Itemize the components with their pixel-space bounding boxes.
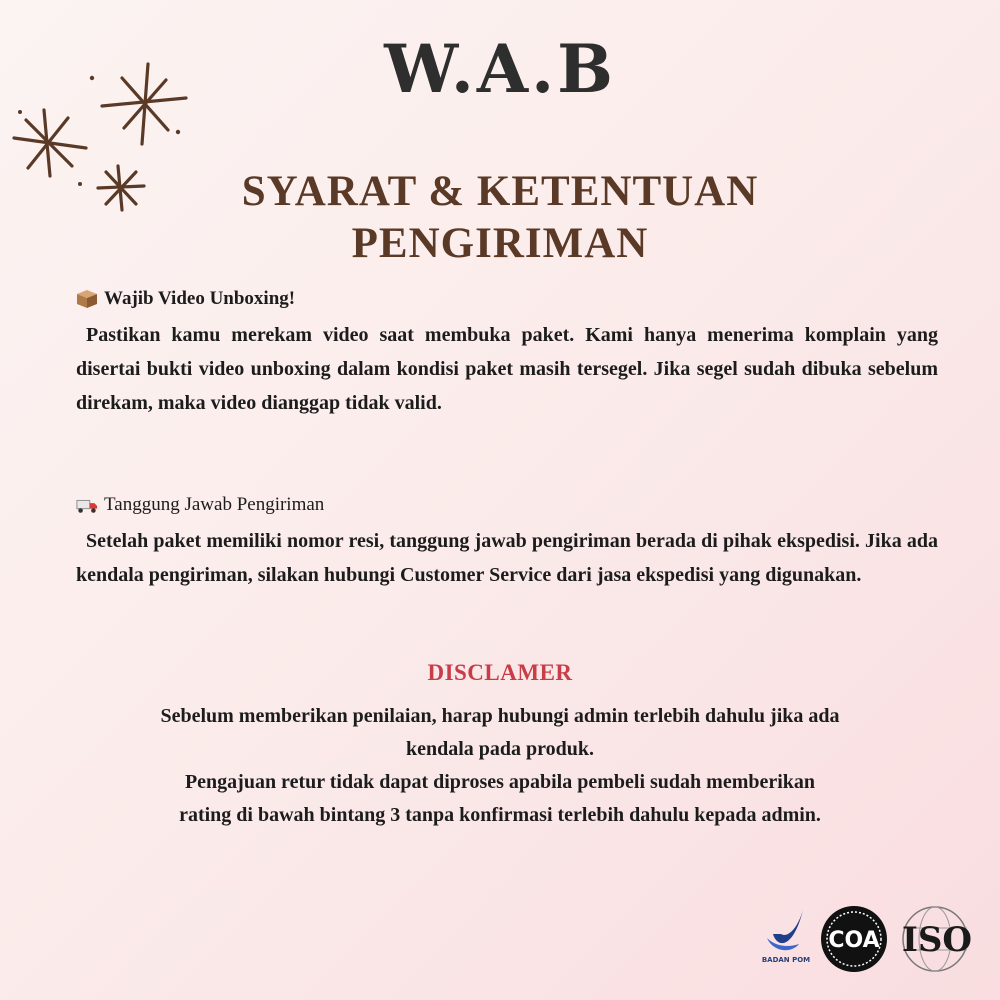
coa-label: COA xyxy=(828,928,880,953)
truck-icon xyxy=(76,495,98,515)
section-body-text: Setelah paket memiliki nomor resi, tanggung jawab pengiriman berada di pihak ekspedisi. Jika ada kendala pengiriman, silakan hubungi Customer Service dari jasa ekspedisi yang digunakan. xyxy=(76,530,938,586)
bpom-logo-icon xyxy=(763,904,811,956)
disclaimer-body xyxy=(60,700,940,832)
package-icon xyxy=(76,289,98,309)
section-heading xyxy=(76,492,938,518)
title-line-1: SYARAT & KETENTUAN xyxy=(241,168,759,215)
disclaimer-line-1: Sebelum memberikan penilaian, harap hubungi admin terlebih dahulu jika ada xyxy=(160,705,840,727)
section-shipping xyxy=(76,492,938,592)
title-line-2: PENGIRIMAN xyxy=(351,220,649,267)
section-heading-text: Tanggung Jawab Pengiriman xyxy=(104,494,325,515)
iso-label: ISO xyxy=(901,920,973,960)
section-heading xyxy=(76,286,938,312)
disclaimer-line-2: kendala pada produk. xyxy=(405,738,595,760)
brand-title: W.A.B xyxy=(384,30,616,108)
iso-globe-icon xyxy=(895,904,979,974)
section-body-text: Pastikan kamu merekam video saat membuka paket. Kami hanya menerima komplain yang disertai bukti video unboxing dalam kondisi paket masih tersegel. Jika segel sudah dibuka sebelum direkam, maka video dianggap tidak valid. xyxy=(76,324,938,414)
coa-badge-icon xyxy=(819,904,889,974)
certification-logos xyxy=(755,900,985,980)
section-unboxing xyxy=(76,286,938,420)
section-heading-text: Wajib Video Unboxing! xyxy=(104,288,296,309)
disclaimer-line-4: rating di bawah bintang 3 tanpa konfirmasi terlebih dahulu kepada admin. xyxy=(179,804,821,826)
bpom-label: BADAN POM xyxy=(761,956,811,964)
section-body xyxy=(76,318,938,420)
section-body xyxy=(76,524,938,592)
disclaimer-heading: DISCLAMER xyxy=(427,660,573,685)
page-title xyxy=(0,166,1000,270)
disclaimer-line-3: Pengajuan retur tidak dapat diproses apabila pembeli sudah memberikan xyxy=(184,771,816,793)
